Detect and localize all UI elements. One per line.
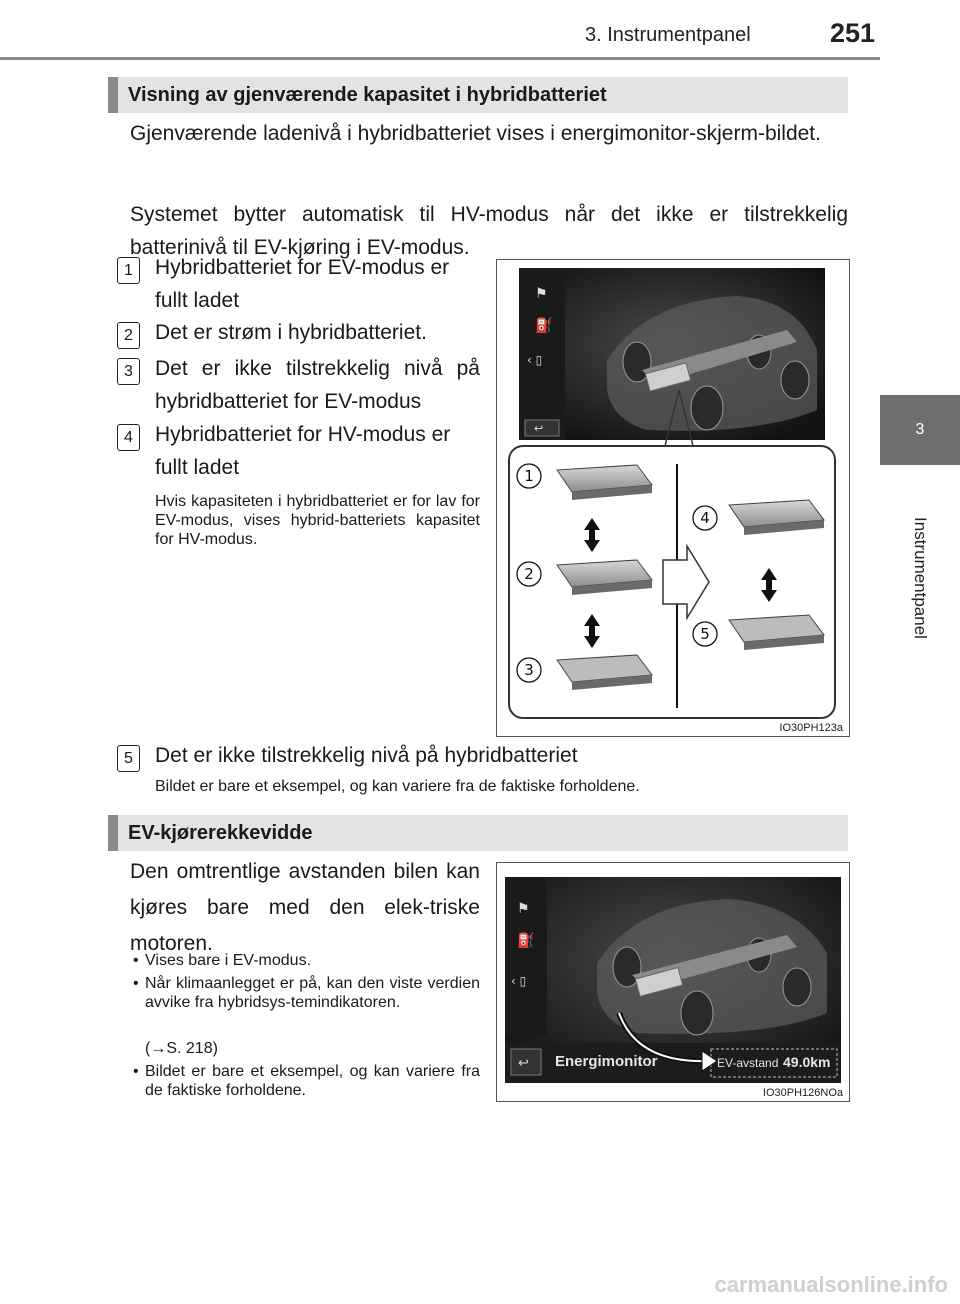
list-item: Hybridbatteriet for EV-modus er fullt ladet	[155, 256, 450, 312]
svg-text:1: 1	[524, 467, 534, 485]
bullet-dot: •	[133, 1063, 139, 1080]
page-number: 251	[830, 18, 876, 48]
bullet-item	[133, 1062, 480, 1100]
bullet-dot: •	[133, 952, 139, 969]
figure-code: IO30PH123a	[779, 722, 843, 734]
section-title: EV-kjørerekkevidde	[128, 822, 313, 844]
item-number-badge: 5	[117, 745, 140, 772]
running-header-section: 3. Instrumentpanel	[585, 24, 751, 46]
chapter-tab-label	[880, 478, 960, 678]
item-note: Hvis kapasiteten i hybridbatteriet er for lav for EV-modus, vises hybrid-batteriets kapasitet for HV-modus.	[155, 493, 480, 548]
figure-ev-range-screen	[496, 862, 850, 1102]
item-note: Bildet er bare et eksempel, og kan variere fra de faktiske forholdene.	[155, 778, 640, 795]
list-item: Det er ikke tilstrekkelig nivå på hybridbatteriet	[155, 744, 578, 767]
bullet-item	[133, 951, 480, 970]
svg-text:4: 4	[700, 509, 710, 527]
item-number-badge: 1	[117, 257, 140, 284]
item-number-badge: 3	[117, 358, 140, 385]
paragraph-mode-switch: Systemet bytter automatisk til HV-modus når det ikke er tilstrekkelig batterinivå til EV-kjøring i EV-modus.	[130, 203, 848, 259]
svg-text:5: 5	[700, 625, 710, 643]
list-item: Hybridbatteriet for HV-modus er fullt ladet	[155, 423, 451, 479]
chapter-tab-number: 3	[880, 395, 960, 465]
page-reference: (→S. 218)	[145, 1040, 218, 1057]
bullet-dot: •	[133, 975, 139, 992]
svg-text:⚑: ⚑	[517, 901, 530, 917]
section-header-battery-capacity	[108, 77, 848, 113]
svg-text:↩: ↩	[518, 1056, 529, 1071]
figure-battery-levels-illustration	[497, 260, 849, 736]
section-header-ev-range	[108, 815, 848, 851]
reference-arrow-icon: →	[150, 1040, 167, 1057]
svg-text:3: 3	[524, 661, 534, 679]
figure-battery-levels	[496, 259, 850, 737]
paragraph-battery-display: Gjenværende ladenivå i hybridbatteriet vises i energimonitor-skjerm-bildet.	[130, 122, 821, 145]
screen-title: Energimonitor	[555, 1053, 658, 1070]
paragraph-ev-range: Den omtrentlige avstanden bilen kan kjøres bare med den elek-triske motoren.	[130, 860, 480, 955]
screen-range-value: 49.0km	[783, 1054, 831, 1070]
section-header-bar	[108, 77, 118, 113]
svg-text:⛽: ⛽	[517, 933, 535, 949]
watermark: carmanualsonline.info	[714, 1272, 948, 1297]
item-number-badge: 4	[117, 424, 140, 451]
bullet-text: Når klimaanlegget er på, kan den viste verdien avvike fra hybridsys-temindikatoren.	[145, 975, 480, 1011]
list-item: Det er strøm i hybridbatteriet.	[155, 321, 427, 344]
svg-text:2: 2	[524, 565, 534, 583]
bullet-text: Vises bare i EV-modus.	[145, 952, 312, 969]
bullet-text: Bildet er bare et eksempel, og kan variere fra de faktiske forholdene.	[145, 1063, 480, 1099]
figure-code: IO30PH126NOa	[762, 1087, 843, 1099]
section-header-bar	[108, 815, 118, 851]
svg-text:⚑: ⚑	[535, 286, 548, 302]
svg-text:‹ ▯: ‹ ▯	[511, 974, 527, 988]
list-item: Det er ikke tilstrekkelig nivå på hybridbatteriet for EV-modus	[155, 357, 480, 413]
bullet-item	[133, 974, 480, 1012]
chapter-tab-label-text: Instrumentpanel	[911, 517, 930, 639]
item-number-badge: 2	[117, 322, 140, 349]
section-title: Visning av gjenværende kapasitet i hybridbatteriet	[128, 84, 607, 106]
reference-link[interactable]: S. 218	[166, 1040, 213, 1057]
svg-text:⛽: ⛽	[535, 318, 553, 334]
screen-range-label: EV-avstand	[717, 1056, 779, 1070]
header-rule	[0, 57, 880, 60]
svg-text:↩: ↩	[534, 422, 544, 435]
svg-text:‹ ▯: ‹ ▯	[527, 353, 543, 367]
